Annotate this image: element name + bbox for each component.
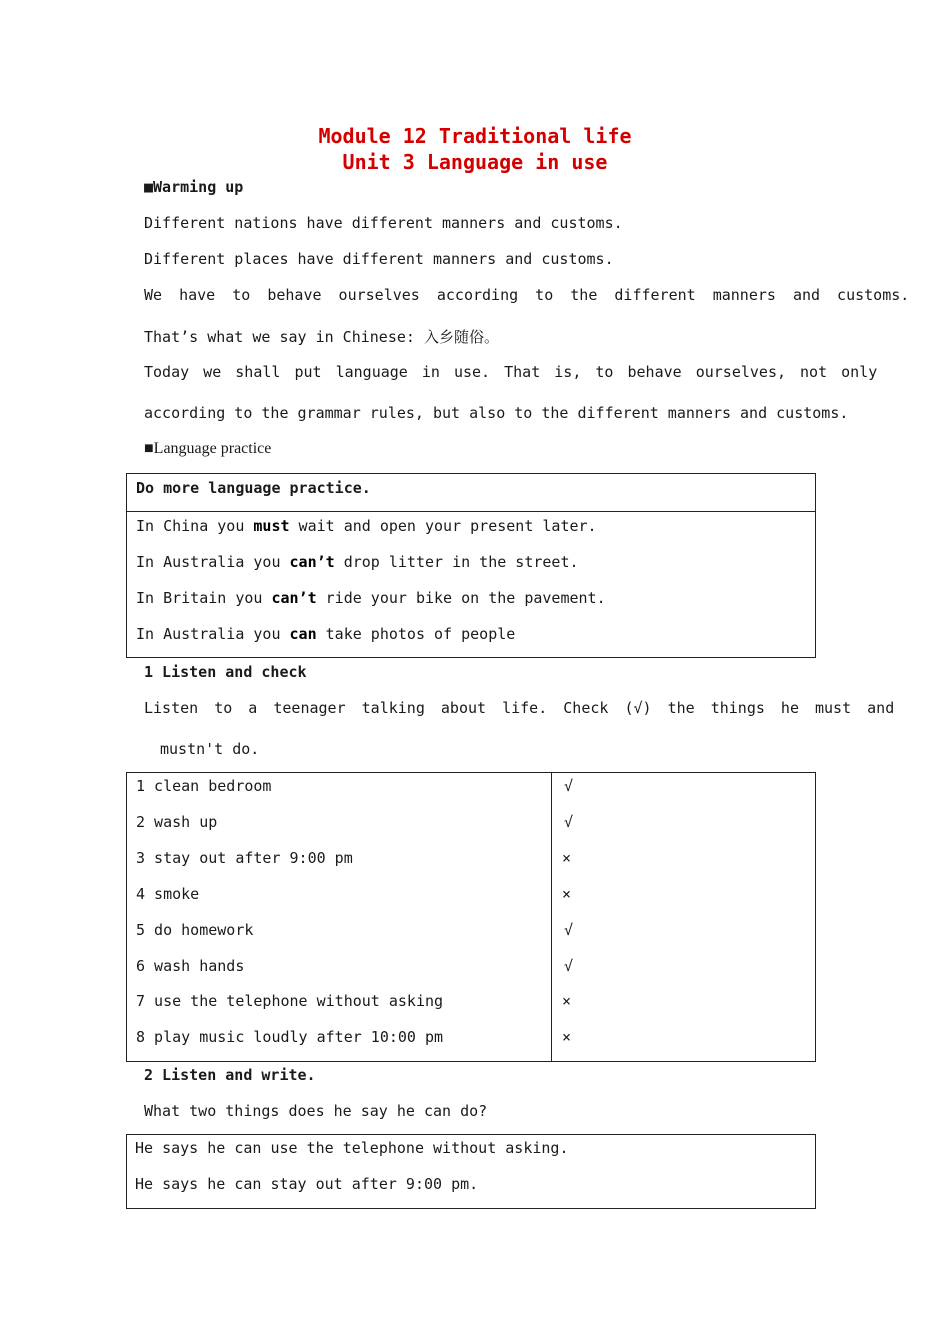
- table-row-mark: ×: [562, 1028, 572, 1046]
- table-row-mark: √: [564, 957, 574, 975]
- warming-line-6: according to the grammar rules, but also to the different manners and customs.: [144, 404, 849, 422]
- warming-line-1: Different nations have different manners and customs.: [144, 214, 623, 232]
- warming-line-5: Today we shall put language in use. That is, to behave ourselves, not only: [144, 363, 878, 381]
- check-table: [126, 772, 816, 1062]
- warming-up-heading: ■Warming up: [144, 178, 244, 196]
- table-row-item: 4 smoke: [136, 885, 200, 903]
- table-row-item: 8 play music loudly after 10:00 pm: [136, 1028, 444, 1046]
- table-row-item: 7 use the telephone without asking: [136, 992, 444, 1010]
- table-row-item: 1 clean bedroom: [136, 777, 272, 795]
- warming-line-3: We have to behave ourselves according to the different manners and customs.: [144, 286, 910, 304]
- practice-box-title: Do more language practice.: [136, 479, 371, 497]
- table-row-mark: √: [564, 813, 574, 831]
- practice-sentence-3: In Britain you can’t ride your bike on the pavement.: [136, 589, 606, 607]
- page-title: Module 12 Traditional life: [318, 124, 632, 148]
- page-subtitle: Unit 3 Language in use: [342, 150, 608, 174]
- answer-line-1: He says he can use the telephone without asking.: [135, 1139, 569, 1157]
- exercise1-instruction: Listen to a teenager talking about life. Check (√) the things he must and: [144, 699, 895, 717]
- practice-sentence-4: In Australia you can take photos of people: [136, 625, 516, 643]
- exercise2-heading: 2 Listen and write.: [144, 1066, 316, 1084]
- table-row-item: 6 wash hands: [136, 957, 245, 975]
- practice-sentence-2: In Australia you can’t drop litter in the street.: [136, 553, 579, 571]
- exercise1-instruction-cont: mustn't do.: [160, 740, 260, 758]
- table-column-divider: [551, 772, 552, 1062]
- practice-sentence-1: In China you must wait and open your present later.: [136, 517, 597, 535]
- divider: [126, 511, 816, 512]
- language-practice-heading: ■Language practice: [144, 440, 272, 457]
- table-row-mark: ×: [562, 992, 572, 1010]
- table-row-mark: ×: [562, 885, 572, 903]
- exercise1-heading: 1 Listen and check: [144, 663, 307, 681]
- table-row-mark: √: [564, 777, 574, 795]
- table-row-item: 5 do homework: [136, 921, 254, 939]
- table-row-item: 2 wash up: [136, 813, 218, 831]
- answer-line-2: He says he can stay out after 9:00 pm.: [135, 1175, 479, 1193]
- table-row-mark: √: [564, 921, 574, 939]
- warming-line-2: Different places have different manners and customs.: [144, 250, 614, 268]
- warming-line-4: That’s what we say in Chinese: 入乡随俗。: [144, 328, 499, 346]
- table-row-mark: ×: [562, 849, 572, 867]
- exercise2-question: What two things does he say he can do?: [144, 1102, 488, 1120]
- table-row-item: 3 stay out after 9:00 pm: [136, 849, 353, 867]
